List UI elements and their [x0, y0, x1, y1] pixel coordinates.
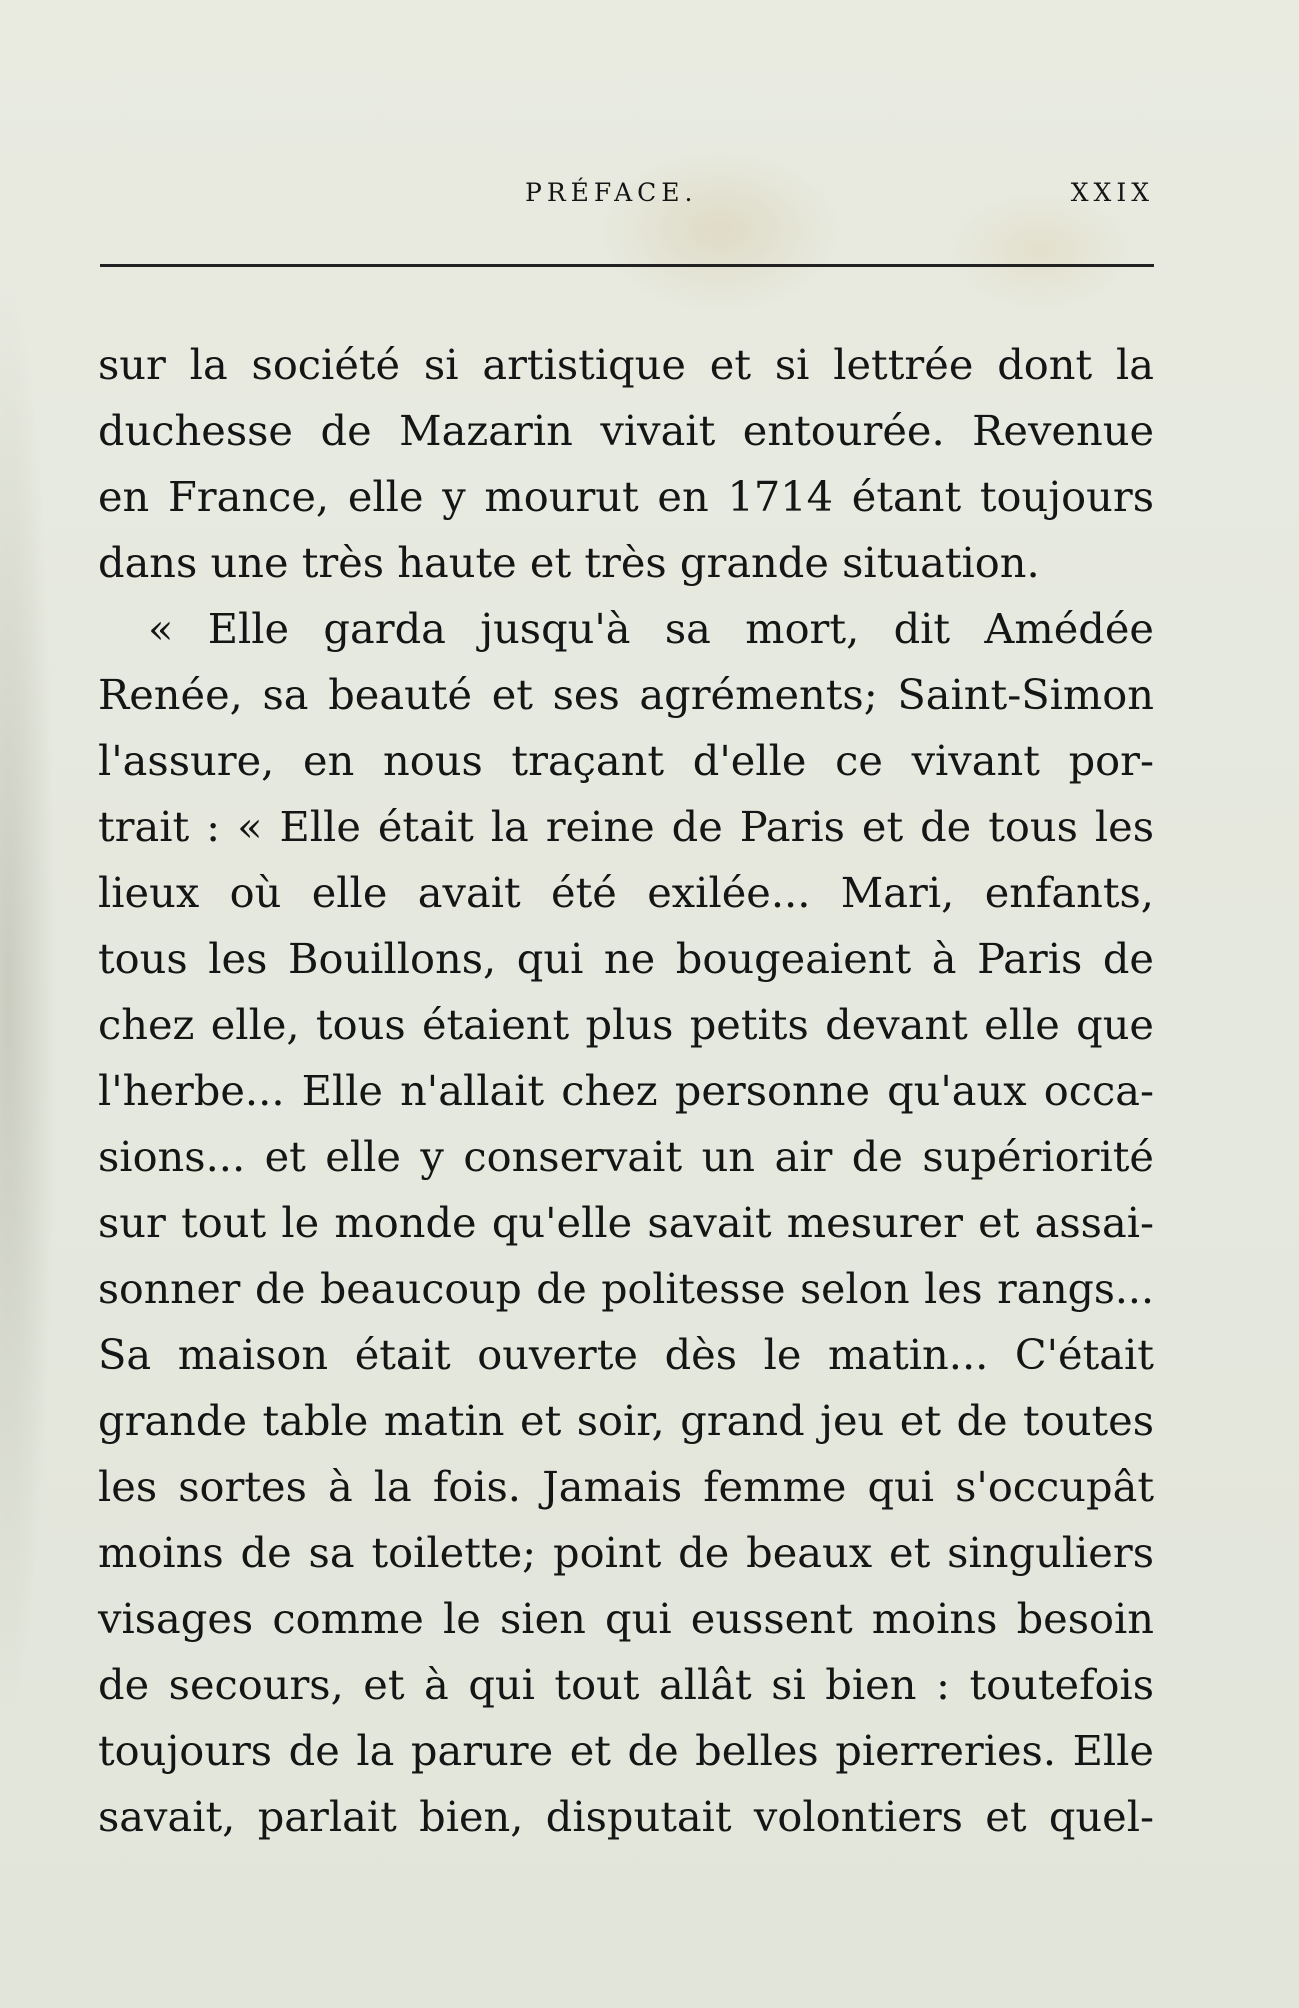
- text-line: sonner de beaucoup de politesse selon les rangs...: [98, 1265, 1154, 1313]
- running-title: PRÉFACE.: [525, 178, 698, 207]
- text-line: dans une très haute et très grande situation.: [98, 538, 1040, 587]
- text-line: sions... et elle y conservait un air de supériorité: [98, 1132, 1154, 1181]
- text-line: chez elle, tous étaient plus petits devant elle que: [98, 1000, 1154, 1049]
- text-line: lieux où elle avait été exilée... Mari, enfants,: [98, 868, 1154, 917]
- text-line: grande table matin et soir, grand jeu et de toutes: [98, 1396, 1154, 1445]
- text-line: l'herbe... Elle n'allait chez personne qu'aux occa-: [98, 1066, 1154, 1115]
- page-number: XXIX: [1070, 178, 1154, 207]
- header-rule: [100, 264, 1154, 267]
- text-line: en France, elle y mourut en 1714 étant toujours: [98, 472, 1154, 521]
- text-line: sur la société si artistique et si lettrée dont la: [98, 340, 1154, 389]
- text-line: tous les Bouillons, qui ne bougeaient à Paris de: [98, 934, 1154, 983]
- body-text: [98, 332, 1154, 1850]
- text-line: sur tout le monde qu'elle savait mesurer et assai-: [98, 1198, 1154, 1247]
- text-line: moins de sa toilette; point de beaux et singuliers: [98, 1528, 1154, 1577]
- text-line: de secours, et à qui tout allât si bien : toutefois: [98, 1660, 1154, 1709]
- text-line: Renée, sa beauté et ses agréments; Saint-Simon: [98, 670, 1154, 719]
- text-line: savait, parlait bien, disputait volontiers et quel-: [98, 1792, 1154, 1841]
- text-line: toujours de la parure et de belles pierreries. Elle: [98, 1726, 1154, 1775]
- text-line: trait : « Elle était la reine de Paris et de tous les: [98, 802, 1154, 851]
- text-line: l'assure, en nous traçant d'elle ce vivant por-: [98, 736, 1154, 785]
- running-head: [100, 178, 1154, 218]
- text-line: « Elle garda jusqu'à sa mort, dit Amédée: [148, 604, 1154, 653]
- text-line: visages comme le sien qui eussent moins besoin: [98, 1594, 1154, 1643]
- text-line: les sortes à la fois. Jamais femme qui s'occupât: [98, 1462, 1154, 1511]
- text-line: duchesse de Mazarin vivait entourée. Revenue: [98, 406, 1154, 455]
- text-line: Sa maison était ouverte dès le matin... C'était: [98, 1330, 1154, 1379]
